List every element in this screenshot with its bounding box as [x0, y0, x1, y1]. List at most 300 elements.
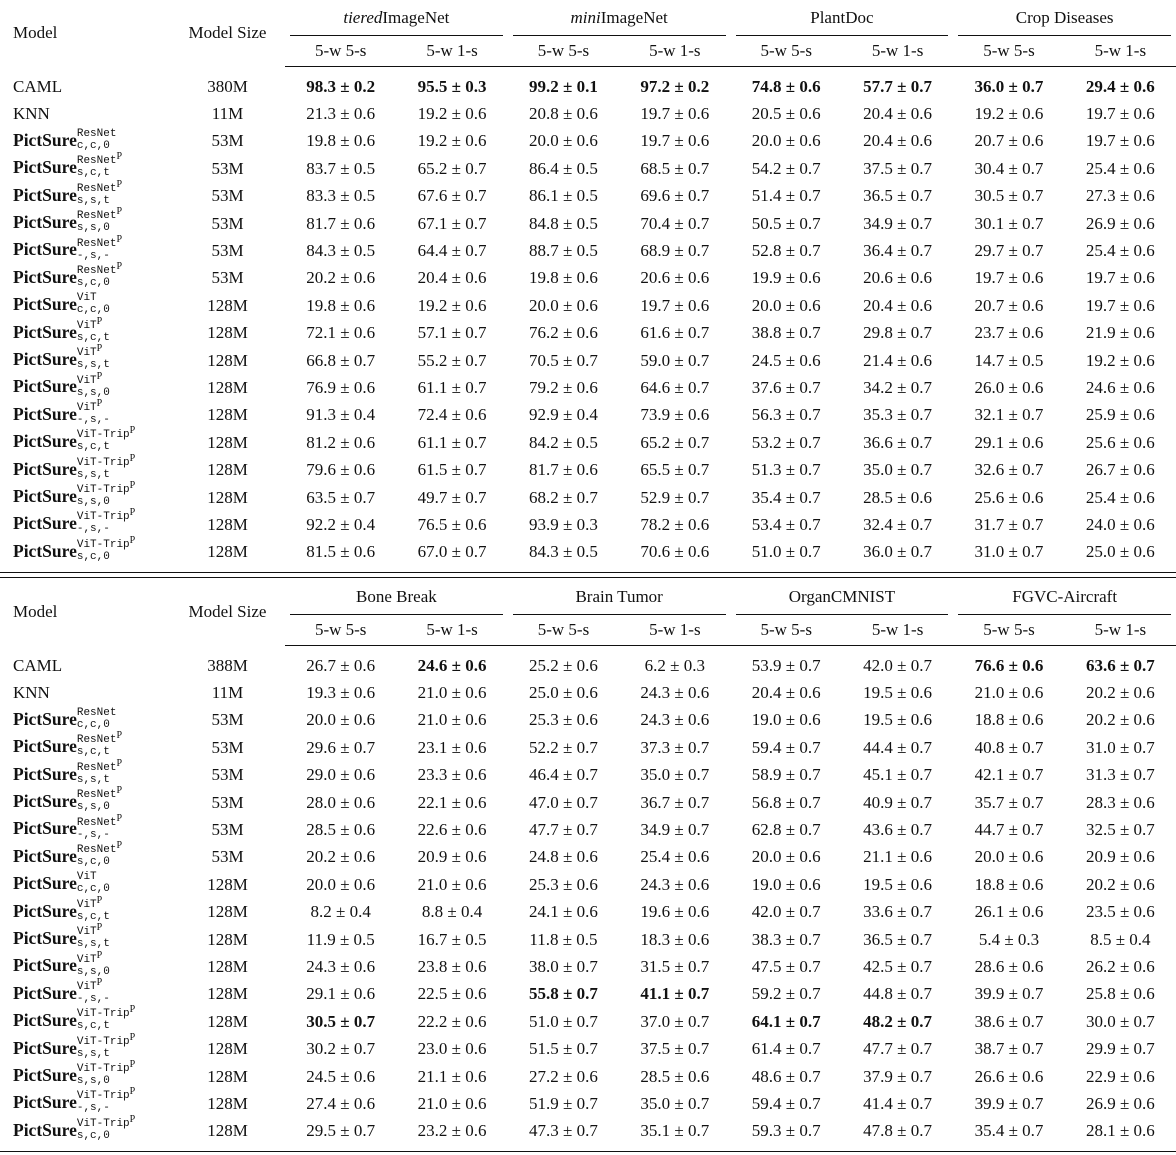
model-config-subscript: s,s,0: [76, 222, 110, 235]
accuracy-cell: 47.7 ± 0.7: [529, 820, 598, 840]
dataset-name: [810, 8, 873, 27]
accuracy-cell: 20.4 ± 0.6: [863, 104, 932, 124]
accuracy-cell: 20.0 ± 0.6: [529, 295, 598, 315]
accuracy-cell: 52.2 ± 0.7: [529, 737, 598, 757]
accuracy-cell: 25.6 ± 0.6: [974, 487, 1044, 507]
model-name-cell: [0, 949, 170, 980]
model-backbone-superscript: [76, 480, 136, 497]
model-backbone-superscript: [76, 178, 123, 195]
accuracy-cell: 91.3 ± 0.4: [306, 405, 376, 425]
model-size-column-header: Model Size: [188, 23, 267, 43]
model-name: PictSure: [13, 791, 77, 812]
accuracy-cell: 19.7 ± 0.6: [974, 268, 1044, 288]
model-name: PictSure: [13, 266, 77, 287]
accuracy-cell: 37.6 ± 0.7: [751, 377, 821, 397]
pretrained-marker: P: [129, 425, 136, 437]
accuracy-cell: 38.0 ± 0.7: [529, 956, 598, 976]
setting-5w5s-header: 5-w 5-s: [508, 36, 619, 67]
model-name: CAML: [13, 655, 63, 675]
accuracy-cell: 28.0 ± 0.6: [306, 792, 376, 812]
model-name: PictSure: [13, 212, 77, 233]
accuracy-cell: 54.2 ± 0.7: [751, 158, 821, 178]
accuracy-cell: 76.9 ± 0.6: [306, 377, 376, 397]
dataset-name: [789, 587, 895, 606]
pretrained-marker: P: [129, 507, 136, 519]
model-name: PictSure: [13, 513, 77, 534]
table-row: [0, 871, 1176, 898]
model-backbone-superscript: [76, 922, 110, 939]
accuracy-cell: 38.3 ± 0.7: [751, 929, 821, 949]
model-name-cell: [0, 652, 170, 679]
table-row: [0, 707, 1176, 734]
accuracy-cell: 20.0 ± 0.6: [974, 847, 1044, 867]
accuracy-cell: 23.8 ± 0.6: [417, 956, 487, 976]
model-name-cell: [0, 397, 170, 429]
model-config-subscript: s,s,0: [76, 965, 110, 978]
accuracy-cell: 24.1 ± 0.6: [529, 902, 598, 922]
model-name: PictSure: [13, 321, 77, 342]
table-row: [0, 320, 1176, 347]
model-name-cell: [0, 73, 170, 100]
table-row: [0, 374, 1176, 401]
model-backbone: ResNet: [76, 155, 117, 168]
pretrained-marker: P: [96, 894, 103, 906]
accuracy-cell: 63.6 ± 0.7: [1085, 655, 1155, 675]
accuracy-cell: 65.5 ± 0.7: [640, 460, 710, 480]
model-config-subscript: -,s,-: [76, 992, 110, 1005]
pretrained-marker: P: [116, 757, 123, 769]
model-config-subscript: s,c,t: [76, 910, 110, 923]
accuracy-cell: 27.3 ± 0.6: [1085, 186, 1155, 206]
accuracy-cell: 37.0 ± 0.7: [640, 1011, 710, 1031]
accuracy-cell: 20.2 ± 0.6: [1085, 710, 1155, 730]
accuracy-cell: 47.3 ± 0.7: [529, 1121, 598, 1141]
dataset-header: [953, 579, 1176, 615]
accuracy-cell: 32.1 ± 0.7: [974, 405, 1044, 425]
pretrained-marker: P: [116, 812, 123, 824]
accuracy-cell: 34.2 ± 0.7: [863, 377, 932, 397]
model-backbone-superscript: [76, 507, 136, 524]
accuracy-cell: 51.9 ± 0.7: [529, 1093, 598, 1113]
accuracy-cell: 11.8 ± 0.5: [529, 929, 598, 949]
dataset-header: [508, 0, 731, 36]
model-backbone-superscript: [76, 206, 123, 223]
dataset-name: [1012, 587, 1117, 606]
model-variant-scripts: [77, 293, 110, 315]
setting-5w5s-header: 5-w 5-s: [508, 615, 619, 646]
model-name-cell: [0, 178, 170, 210]
model-backbone-superscript: [77, 129, 123, 139]
accuracy-cell: 63.5 ± 0.7: [306, 487, 376, 507]
model-name-cell: [0, 785, 170, 816]
accuracy-cell: 40.8 ± 0.7: [974, 737, 1044, 757]
accuracy-cell: 20.7 ± 0.6: [974, 295, 1044, 315]
accuracy-cell: 99.2 ± 0.1: [529, 76, 598, 96]
bottom-rule: [0, 1151, 1176, 1152]
accuracy-cell: 8.2 ± 0.4: [310, 902, 371, 922]
table-row: [0, 899, 1176, 926]
model-name: PictSure: [13, 540, 77, 561]
accuracy-cell: 32.5 ± 0.7: [1085, 820, 1155, 840]
model-variant-scripts: [76, 397, 110, 426]
accuracy-cell: 18.8 ± 0.6: [974, 710, 1044, 730]
accuracy-cell: 25.4 ± 0.6: [1085, 241, 1155, 261]
accuracy-cell: 32.4 ± 0.7: [863, 514, 932, 534]
model-name: PictSure: [13, 708, 77, 729]
accuracy-cell: 29.7 ± 0.7: [974, 241, 1044, 261]
model-backbone-superscript: [76, 397, 110, 414]
table-row: [0, 73, 1176, 100]
accuracy-cell: 19.8 ± 0.6: [529, 268, 598, 288]
accuracy-cell: 92.2 ± 0.4: [306, 514, 376, 534]
setting-5w5s-header: 5-w 5-s: [731, 615, 842, 646]
table-row: [0, 402, 1176, 429]
accuracy-cell: 81.2 ± 0.6: [306, 432, 376, 452]
model-config-subscript: s,c,0: [76, 855, 110, 868]
model-size-cell: 128M: [207, 460, 248, 480]
model-size-cell: 128M: [207, 1039, 248, 1059]
model-backbone-superscript: [76, 343, 110, 360]
model-variant-scripts: [76, 260, 123, 289]
model-variant-scripts: [76, 894, 110, 923]
model-config-subscript: c,c,0: [76, 883, 110, 896]
pretrained-marker: P: [129, 452, 136, 464]
model-backbone: ResNet: [76, 264, 117, 277]
accuracy-cell: 25.4 ± 0.6: [1085, 487, 1155, 507]
model-size-cell: 128M: [207, 405, 248, 425]
model-backbone-superscript: [76, 839, 123, 856]
accuracy-cell: 25.4 ± 0.6: [1085, 158, 1155, 178]
model-backbone-superscript: [76, 785, 123, 802]
model-size-cell: 388M: [207, 655, 248, 675]
model-size-cell: 128M: [207, 350, 248, 370]
accuracy-cell: 26.9 ± 0.6: [1085, 213, 1155, 233]
setting-5w1s-header: 5-w 1-s: [842, 615, 953, 646]
accuracy-cell: 23.2 ± 0.6: [417, 1121, 487, 1141]
accuracy-cell: 28.3 ± 0.6: [1085, 792, 1155, 812]
model-size-cell: 53M: [211, 847, 244, 867]
table-row: [0, 789, 1176, 816]
dataset-underline: [513, 614, 726, 615]
model-size-cell: 128M: [207, 323, 248, 343]
accuracy-cell: 27.4 ± 0.6: [306, 1093, 376, 1113]
accuracy-cell: 37.5 ± 0.7: [863, 158, 932, 178]
model-variant-scripts: [76, 480, 136, 509]
model-backbone: ViT: [76, 871, 97, 884]
model-name-cell: [0, 233, 170, 264]
table-row: [0, 484, 1176, 511]
accuracy-cell: 74.8 ± 0.6: [751, 76, 821, 96]
accuracy-cell: 23.1 ± 0.6: [417, 737, 487, 757]
accuracy-cell: 83.3 ± 0.5: [306, 186, 376, 206]
model-backbone: ViT: [76, 926, 97, 939]
accuracy-cell: 20.0 ± 0.6: [306, 874, 376, 894]
pretrained-marker: P: [116, 839, 123, 851]
accuracy-cell: 76.5 ± 0.6: [417, 514, 487, 534]
model-backbone: ViT: [76, 980, 97, 993]
table-row: [0, 1035, 1176, 1062]
accuracy-cell: 64.6 ± 0.7: [640, 377, 710, 397]
accuracy-cell: 29.1 ± 0.6: [974, 432, 1044, 452]
dataset-header: [285, 0, 508, 36]
accuracy-cell: 28.5 ± 0.6: [863, 487, 932, 507]
model-backbone: ResNet: [76, 210, 117, 223]
accuracy-cell: 20.4 ± 0.6: [863, 295, 932, 315]
accuracy-cell: 25.0 ± 0.6: [529, 683, 598, 703]
pretrained-marker: P: [96, 976, 103, 988]
accuracy-cell: 70.5 ± 0.7: [529, 350, 598, 370]
model-config-subscript: s,c,0: [76, 276, 110, 289]
table-row: [0, 1063, 1176, 1090]
accuracy-cell: 29.5 ± 0.7: [306, 1121, 376, 1141]
double-rule-bottom: [0, 577, 1176, 578]
accuracy-cell: 35.0 ± 0.7: [863, 460, 932, 480]
model-size-cell: 128M: [207, 929, 248, 949]
accuracy-cell: 38.6 ± 0.7: [974, 1011, 1044, 1031]
accuracy-cell: 61.1 ± 0.7: [417, 377, 487, 397]
model-config-subscript: s,c,t: [76, 1020, 110, 1033]
model-backbone: ViT-Trip: [76, 1117, 130, 1130]
accuracy-cell: 59.3 ± 0.7: [751, 1121, 821, 1141]
accuracy-cell: 36.5 ± 0.7: [863, 929, 933, 949]
dataset-name: [356, 587, 437, 606]
model-variant-scripts: [76, 178, 123, 207]
model-name-cell: [0, 1031, 170, 1062]
model-name: PictSure: [13, 763, 77, 784]
dataset-name: [1016, 8, 1114, 27]
accuracy-cell: 19.9 ± 0.6: [751, 268, 821, 288]
accuracy-cell: 28.5 ± 0.6: [306, 820, 376, 840]
accuracy-cell: 21.3 ± 0.6: [306, 104, 376, 124]
accuracy-cell: 92.9 ± 0.4: [529, 405, 598, 425]
accuracy-cell: 20.6 ± 0.6: [640, 268, 710, 288]
accuracy-cell: 37.3 ± 0.7: [640, 737, 710, 757]
accuracy-cell: 81.7 ± 0.6: [306, 213, 376, 233]
accuracy-cell: 20.9 ± 0.6: [417, 847, 487, 867]
model-backbone: ViT: [76, 374, 97, 387]
accuracy-cell: 30.5 ± 0.7: [306, 1011, 376, 1031]
accuracy-cell: 84.8 ± 0.5: [529, 213, 598, 233]
accuracy-cell: 68.2 ± 0.7: [529, 487, 598, 507]
table-row: [0, 981, 1176, 1008]
accuracy-cell: 53.4 ± 0.7: [751, 514, 821, 534]
model-name-cell: [0, 206, 170, 237]
dataset-underline: [513, 35, 726, 36]
accuracy-cell: 97.2 ± 0.2: [640, 76, 710, 96]
model-backbone-superscript: [76, 1031, 136, 1048]
model-name: PictSure: [13, 349, 77, 370]
setting-5w1s-header: 5-w 1-s: [1065, 615, 1176, 646]
accuracy-cell: 20.0 ± 0.6: [751, 295, 821, 315]
accuracy-cell: 59.0 ± 0.7: [640, 350, 710, 370]
dataset-underline: [958, 614, 1171, 615]
model-backbone: ViT-Trip: [76, 1008, 130, 1021]
accuracy-cell: 36.7 ± 0.7: [640, 792, 710, 812]
dataset-header: [953, 0, 1176, 36]
model-size-cell: 128M: [207, 514, 248, 534]
accuracy-cell: 20.5 ± 0.6: [751, 104, 821, 124]
model-variant-scripts: [77, 708, 123, 730]
model-backbone: ViT-Trip: [76, 1063, 130, 1076]
accuracy-cell: 19.5 ± 0.6: [863, 683, 933, 703]
accuracy-cell: 86.4 ± 0.5: [529, 158, 598, 178]
model-name-cell: [0, 534, 170, 566]
model-variant-scripts: [76, 1031, 136, 1060]
accuracy-cell: 19.8 ± 0.6: [306, 295, 376, 315]
accuracy-cell: 20.8 ± 0.6: [529, 104, 598, 124]
pretrained-marker: P: [116, 178, 123, 190]
model-size-cell: 53M: [211, 765, 244, 785]
setting-5w1s-header: 5-w 1-s: [619, 615, 730, 646]
dataset-name-rest: PlantDoc: [810, 8, 874, 27]
model-name-cell: [0, 480, 170, 511]
model-name-cell: [0, 976, 170, 1008]
accuracy-cell: 36.0 ± 0.7: [863, 542, 932, 562]
model-backbone: ViT-Trip: [76, 1035, 130, 1048]
model-name: PictSure: [13, 873, 77, 894]
accuracy-cell: 6.2 ± 0.3: [644, 655, 705, 675]
accuracy-cell: 20.2 ± 0.6: [1085, 683, 1155, 703]
setting-5w5s-header: 5-w 5-s: [285, 36, 396, 67]
accuracy-cell: 24.6 ± 0.6: [1085, 377, 1155, 397]
model-config-subscript: s,s,t: [76, 1047, 110, 1060]
accuracy-cell: 51.0 ± 0.7: [751, 542, 821, 562]
pretrained-marker: P: [96, 315, 103, 327]
model-size-cell: 53M: [211, 792, 244, 812]
accuracy-cell: 19.2 ± 0.6: [417, 295, 487, 315]
accuracy-cell: 72.4 ± 0.6: [417, 405, 487, 425]
model-variant-scripts: [76, 812, 123, 841]
accuracy-cell: 42.0 ± 0.7: [863, 655, 933, 675]
model-name: PictSure: [13, 486, 77, 506]
dataset-underline: [736, 35, 949, 36]
accuracy-cell: 68.5 ± 0.7: [640, 158, 710, 178]
model-backbone-superscript: [77, 293, 110, 303]
accuracy-cell: 31.7 ± 0.7: [974, 514, 1044, 534]
model-backbone-superscript: [76, 151, 123, 168]
dataset-name: [571, 8, 668, 27]
accuracy-cell: 25.4 ± 0.6: [640, 847, 710, 867]
accuracy-cell: 64.4 ± 0.7: [417, 241, 487, 261]
accuracy-cell: 21.0 ± 0.6: [417, 683, 487, 703]
table-row: [0, 456, 1176, 483]
dataset-name-italic: tiered: [343, 8, 383, 27]
model-name: PictSure: [13, 157, 77, 178]
dataset-underline: [736, 614, 949, 615]
dataset-name-rest: Brain Tumor: [575, 587, 663, 606]
accuracy-cell: 20.0 ± 0.6: [306, 710, 376, 730]
accuracy-cell: 39.9 ± 0.7: [974, 984, 1044, 1004]
model-size-column-header: Model Size: [188, 602, 267, 622]
model-variant-scripts: [76, 785, 123, 814]
model-backbone-superscript: [76, 1113, 136, 1130]
accuracy-cell: 19.7 ± 0.6: [1085, 104, 1155, 124]
model-config-subscript: -,s,-: [76, 1102, 110, 1115]
model-name-cell: [0, 707, 170, 734]
accuracy-cell: 52.9 ± 0.7: [640, 487, 710, 507]
pretrained-marker: P: [116, 785, 123, 797]
model-backbone-superscript: [76, 730, 123, 747]
accuracy-cell: 51.4 ± 0.7: [751, 186, 821, 206]
accuracy-cell: 49.7 ± 0.7: [417, 487, 487, 507]
model-backbone: ViT: [76, 898, 97, 911]
accuracy-cell: 36.5 ± 0.7: [863, 186, 932, 206]
pretrained-marker: P: [96, 922, 103, 934]
model-backbone: ResNet: [76, 761, 117, 774]
model-name: PictSure: [13, 928, 77, 949]
model-size-cell: 128M: [207, 984, 248, 1004]
setting-5w5s-header: 5-w 5-s: [285, 615, 396, 646]
accuracy-cell: 43.6 ± 0.7: [863, 820, 933, 840]
accuracy-cell: 40.9 ± 0.7: [863, 792, 933, 812]
model-config-subscript: s,c,t: [76, 167, 110, 180]
accuracy-cell: 37.9 ± 0.7: [863, 1066, 933, 1086]
table-row: [0, 762, 1176, 789]
accuracy-cell: 65.2 ± 0.7: [640, 432, 710, 452]
model-backbone: ViT: [76, 953, 97, 966]
accuracy-cell: 23.5 ± 0.6: [1085, 902, 1155, 922]
accuracy-cell: 67.6 ± 0.7: [417, 186, 487, 206]
model-config-subscript: -,s,-: [76, 828, 110, 841]
accuracy-cell: 47.0 ± 0.7: [529, 792, 598, 812]
accuracy-cell: 23.3 ± 0.6: [417, 765, 487, 785]
accuracy-cell: 32.6 ± 0.7: [974, 460, 1044, 480]
accuracy-cell: 22.5 ± 0.6: [417, 984, 487, 1004]
accuracy-cell: 34.9 ± 0.7: [863, 213, 932, 233]
pretrained-marker: P: [129, 1086, 136, 1098]
model-name-cell: [0, 922, 170, 953]
accuracy-cell: 25.8 ± 0.6: [1085, 984, 1155, 1004]
accuracy-cell: 25.6 ± 0.6: [1085, 432, 1155, 452]
accuracy-cell: 25.2 ± 0.6: [529, 655, 598, 675]
model-name: KNN: [13, 104, 50, 124]
accuracy-cell: 19.0 ± 0.6: [751, 710, 821, 730]
accuracy-cell: 36.0 ± 0.7: [974, 76, 1044, 96]
model-backbone: ViT: [76, 319, 97, 332]
model-variant-scripts: [76, 976, 110, 1005]
accuracy-cell: 41.1 ± 0.7: [640, 984, 710, 1004]
model-variant-scripts: [76, 757, 123, 786]
accuracy-cell: 76.2 ± 0.6: [529, 323, 598, 343]
accuracy-cell: 29.4 ± 0.6: [1085, 76, 1155, 96]
model-backbone-superscript: [76, 425, 136, 442]
accuracy-cell: 78.2 ± 0.6: [640, 514, 710, 534]
dataset-name: [343, 8, 449, 27]
model-config-subscript: s,s,t: [76, 359, 110, 372]
model-name: PictSure: [13, 376, 77, 397]
accuracy-cell: 23.0 ± 0.6: [417, 1039, 487, 1059]
accuracy-cell: 24.5 ± 0.6: [751, 350, 821, 370]
model-name: PictSure: [13, 1037, 77, 1058]
model-variant-scripts: [76, 1113, 136, 1142]
model-variant-scripts: [77, 872, 110, 894]
model-name-cell: [0, 128, 170, 155]
model-config-subscript: s,s,t: [76, 468, 110, 481]
accuracy-cell: 26.9 ± 0.6: [1085, 1093, 1155, 1113]
model-name-cell: [0, 871, 170, 898]
model-size-cell: 53M: [211, 131, 244, 151]
accuracy-cell: 21.0 ± 0.6: [417, 710, 487, 730]
accuracy-cell: 65.2 ± 0.7: [417, 158, 487, 178]
accuracy-cell: 21.1 ± 0.6: [863, 847, 933, 867]
accuracy-cell: 61.4 ± 0.7: [751, 1039, 821, 1059]
model-name-cell: [0, 292, 170, 319]
model-backbone: ViT: [76, 401, 97, 414]
model-config-subscript: -,s,-: [76, 413, 110, 426]
model-backbone-superscript: [76, 370, 110, 387]
dataset-name: [575, 587, 662, 606]
model-name-cell: [0, 1004, 170, 1035]
